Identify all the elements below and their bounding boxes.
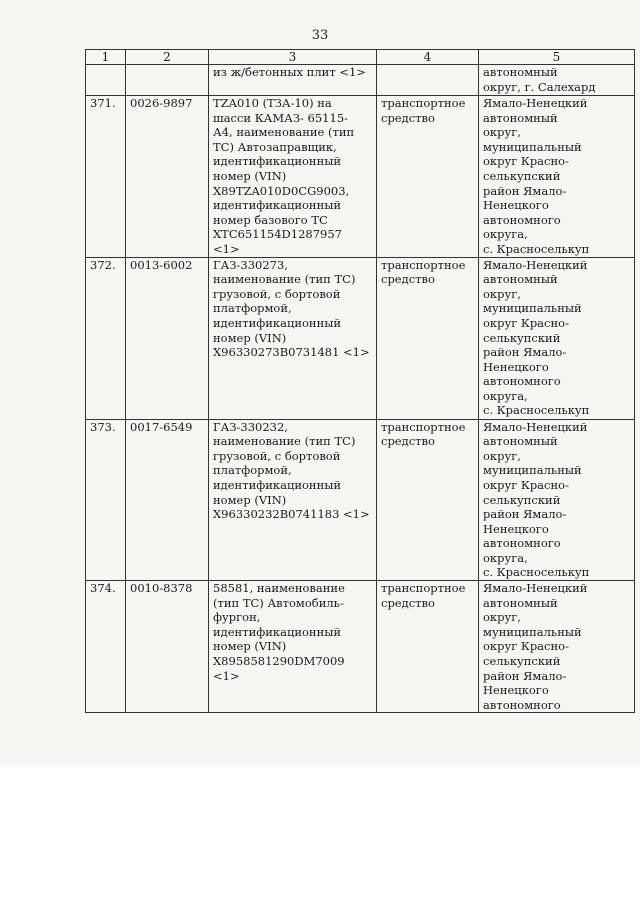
- row-number: 372.: [86, 257, 126, 419]
- header-row: [86, 50, 635, 65]
- item-type: транспортное средство: [377, 581, 479, 713]
- row-number: [86, 65, 126, 96]
- item-type: транспортное средство: [377, 96, 479, 258]
- table-row: [86, 581, 635, 713]
- item-description: 58581, наименование (тип ТС) Автомобиль- фургон, идентификационный номер (VIN) X8958581290DM7009 <1>: [209, 581, 377, 713]
- item-location: Ямало-Ненецкий автономный округ, муниципальный округ Красно- селькупский район Ямало- Ненецкого автономного округа, с. Красноселькуп: [479, 96, 635, 258]
- item-description: TZA010 (ТЗА-10) на шасси КАМАЗ- 65115- А4, наименование (тип ТС) Автозаправщик, идентификационный номер (VIN) X89TZA010D0CG9003, идентификационный номер базового ТС XTC651154D1287957 <1>: [209, 96, 377, 258]
- header-col-1: 1: [86, 50, 126, 65]
- item-description: из ж/бетонных плит <1>: [209, 65, 377, 96]
- table-row: [86, 419, 635, 581]
- inventory-code: 0026-9897: [126, 96, 209, 258]
- row-number: 371.: [86, 96, 126, 258]
- header-col-2: 2: [126, 50, 209, 65]
- inventory-code: [126, 65, 209, 96]
- header-col-4: 4: [377, 50, 479, 65]
- inventory-code: 0010-8378: [126, 581, 209, 713]
- row-number: 374.: [86, 581, 126, 713]
- item-description: ГАЗ-330273, наименование (тип ТС) грузовой, с бортовой платформой, идентификационный номер (VIN) X96330273B0731481 <1>: [209, 257, 377, 419]
- inventory-code: 0017-6549: [126, 419, 209, 581]
- item-type: [377, 65, 479, 96]
- inventory-code: 0013-6002: [126, 257, 209, 419]
- table-row: [86, 257, 635, 419]
- table-row-continuation: [86, 65, 635, 96]
- row-number: 373.: [86, 419, 126, 581]
- page-number: 33: [311, 28, 329, 43]
- item-type: транспортное средство: [377, 257, 479, 419]
- header-col-3: 3: [209, 50, 377, 65]
- item-location: Ямало-Ненецкий автономный округ, муниципальный округ Красно- селькупский район Ямало- Ненецкого автономного: [479, 581, 635, 713]
- registry-table: [85, 49, 635, 713]
- header-col-5: 5: [479, 50, 635, 65]
- table-row: [86, 96, 635, 258]
- item-location: Ямало-Ненецкий автономный округ, муниципальный округ Красно- селькупский район Ямало- Ненецкого автономного округа, с. Красноселькуп: [479, 419, 635, 581]
- item-type: транспортное средство: [377, 419, 479, 581]
- item-location: Ямало-Ненецкий автономный округ, муниципальный округ Красно- селькупский район Ямало- Ненецкого автономного округа, с. Красноселькуп: [479, 257, 635, 419]
- item-location: автономный округ, г. Салехард: [479, 65, 635, 96]
- item-description: ГАЗ-330232, наименование (тип ТС) грузовой, с бортовой платформой, идентификационный номер (VIN) X96330232B0741183 <1>: [209, 419, 377, 581]
